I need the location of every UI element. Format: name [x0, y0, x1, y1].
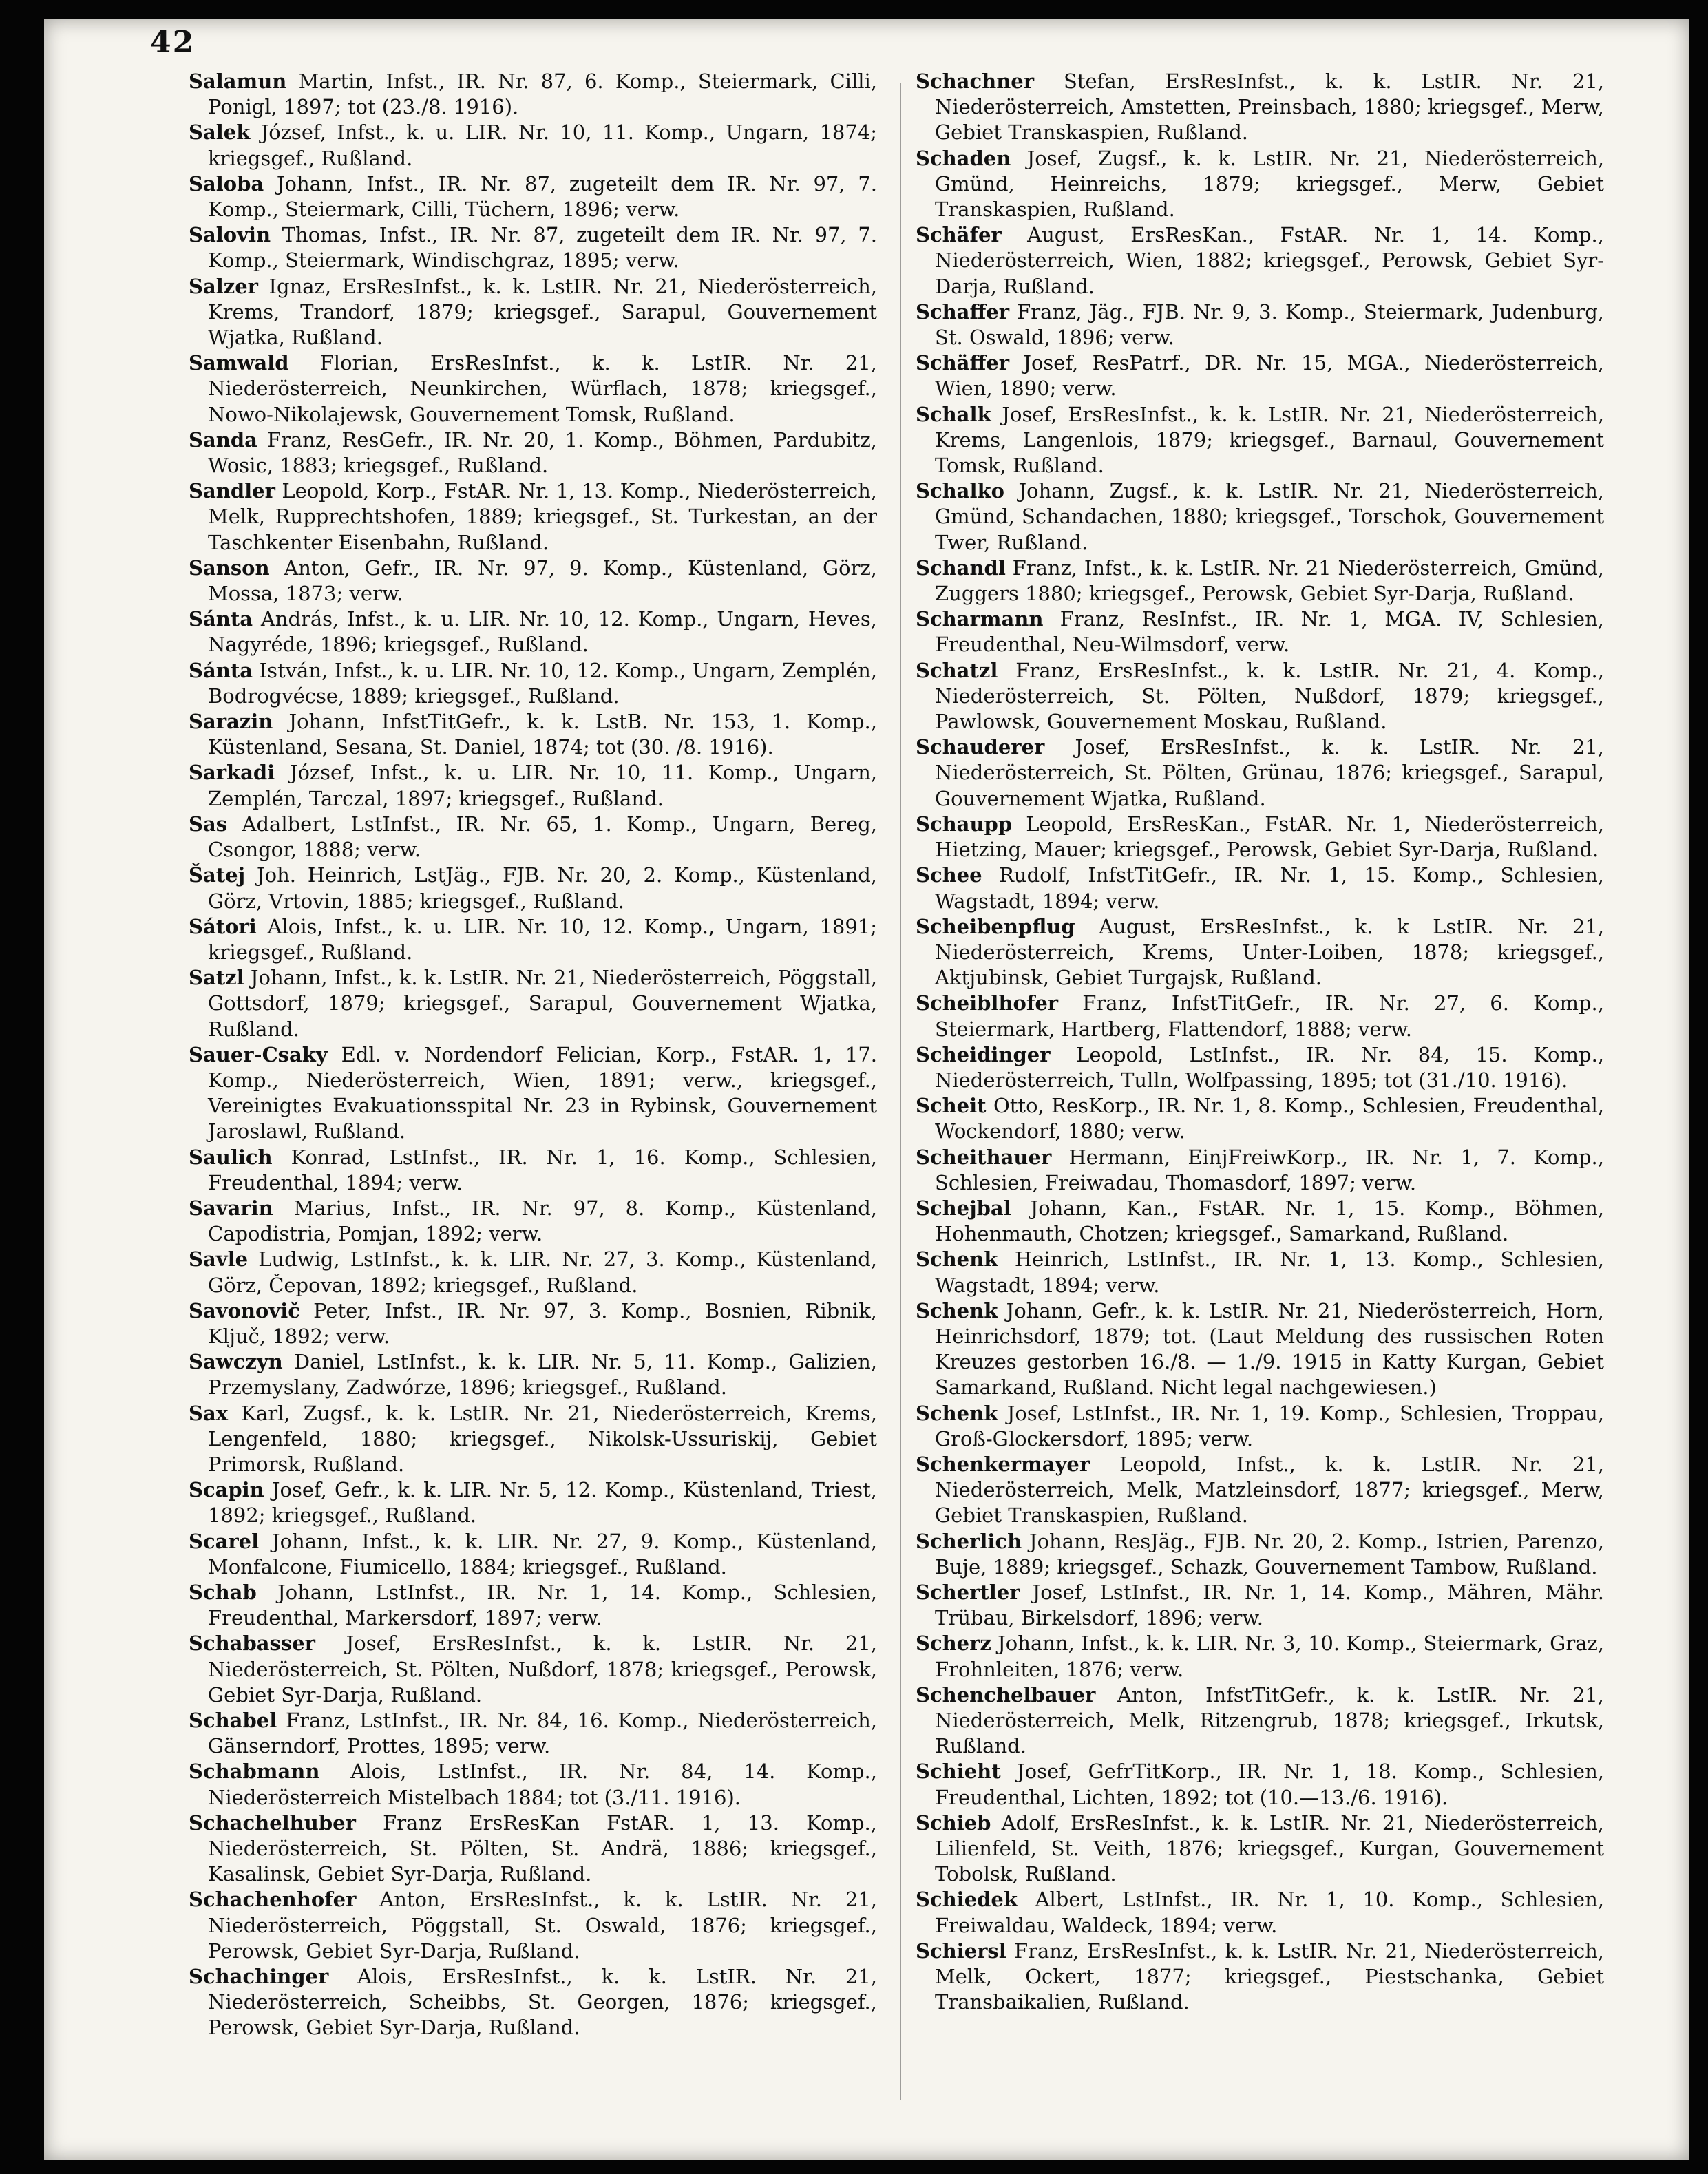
list-item: [916, 222, 1604, 299]
entry-details: Josef, ErsResInfst., k. k. LstIR. Nr. 21, Niederösterreich, St. Pölten, Grünau, 1876; kriegsgef., Sarapul, Gouvernement Wjatka, Rußland.: [935, 735, 1604, 810]
list-item: [916, 735, 1604, 812]
entry-details: Anton, Gefr., IR. Nr. 97, 9. Komp., Küstenland, Görz, Mossa, 1873; verw.: [208, 556, 877, 606]
list-item: [189, 1529, 877, 1580]
entry-surname: Schatzl: [916, 658, 998, 682]
list-item: [189, 171, 877, 222]
list-item: [189, 556, 877, 606]
entry-surname: Sauer-Csaky: [189, 1042, 328, 1066]
entry-surname: Schab: [189, 1580, 257, 1604]
entry-surname: Schejbal: [916, 1196, 1011, 1220]
entry-surname: Sandler: [189, 479, 275, 503]
list-item: [189, 1349, 877, 1400]
list-item: [189, 965, 877, 1042]
list-item: [189, 69, 877, 120]
list-item: [189, 274, 877, 351]
entry-details: Franz, ResGefr., IR. Nr. 20, 1. Komp., Böhmen, Pardubitz, Wosic, 1883; kriegsgef., Rußland.: [208, 428, 877, 478]
list-item: [189, 658, 877, 709]
entry-surname: Sanda: [189, 428, 257, 452]
entry-surname: Schenk: [916, 1247, 998, 1271]
entry-surname: Sátori: [189, 914, 257, 938]
list-item: [916, 1631, 1604, 1682]
list-item: [916, 1247, 1604, 1298]
entry-details: Franz, ErsResInfst., k. k. LstIR. Nr. 21, Niederösterreich, Melk, Ockert, 1877; kriegsgef., Piestschanka, Gebiet Transbaikalien, Rußland.: [935, 1939, 1604, 2014]
entry-surname: Schenk: [916, 1298, 998, 1322]
entry-surname: Satzl: [189, 966, 244, 990]
entry-surname: Scapin: [189, 1478, 264, 1502]
list-item: [189, 428, 877, 478]
entry-surname: Schenk: [916, 1401, 998, 1425]
list-item: [189, 1401, 877, 1478]
entry-surname: Schenchelbauer: [916, 1682, 1096, 1707]
entry-details: Johann, Infst., k. k. LIR. Nr. 3, 10. Komp., Steiermark, Graz, Frohnleiten, 1876; verw.: [935, 1632, 1604, 1681]
entry-details: Johann, LstInfst., IR. Nr. 1, 14. Komp., Schlesien, Freudenthal, Markersdorf, 1897; verw.: [208, 1580, 877, 1630]
entry-details: József, Infst., k. u. LIR. Nr. 10, 11. Komp., Ungarn, Zemplén, Tarczal, 1897; kriegsgef., Rußland.: [208, 761, 877, 810]
list-item: [916, 1939, 1604, 2016]
entry-surname: Sawczyn: [189, 1350, 283, 1374]
list-item: [916, 914, 1604, 991]
entry-surname: Salamun: [189, 70, 287, 93]
entry-surname: Scharmann: [916, 607, 1044, 631]
entry-details: Josef, LstInfst., IR. Nr. 1, 14. Komp., Mähren, Mähr. Trübau, Birkelsdorf, 1896; verw.: [935, 1580, 1604, 1630]
entry-details: Leopold, ErsResKan., FstAR. Nr. 1, Niederösterreich, Hietzing, Mauer; kriegsgef., Perowsk, Gebiet Syr-Darja, Rußland.: [935, 812, 1604, 862]
entry-surname: Schachenhofer: [189, 1888, 357, 1912]
entry-surname: Scherlich: [916, 1529, 1022, 1553]
entry-surname: Scherz: [916, 1632, 991, 1656]
entry-surname: Schaffer: [916, 299, 1010, 324]
entry-details: Ludwig, LstInfst., k. k. LIR. Nr. 27, 3. Komp., Küstenland, Görz, Čepovan, 1892; kriegsgef., Rußland.: [208, 1247, 877, 1297]
entry-surname: Saulich: [189, 1145, 273, 1169]
entry-details: Johann, ResJäg., FJB. Nr. 20, 2. Komp., Istrien, Parenzo, Buje, 1889; kriegsgef., Schazk, Gouvernement Tambow, Rußland.: [935, 1529, 1604, 1579]
entry-surname: Schandl: [916, 556, 1006, 580]
entry-details: István, Infst., k. u. LIR. Nr. 10, 12. Komp., Ungarn, Zemplén, Bodrogvécse, 1889; kriegsgef., Rußland.: [208, 658, 877, 708]
list-item: [916, 1401, 1604, 1452]
entry-details: Leopold, Infst., k. k. LstIR. Nr. 21, Niederösterreich, Melk, Matzleinsdorf, 1877; kriegsgef., Merw, Gebiet Transkaspien, Rußland.: [935, 1452, 1604, 1528]
entry-details: Johann, Infst., k. k. LIR. Nr. 27, 9. Komp., Küstenland, Monfalcone, Fiumicello, 1884; kriegsgef., Rußland.: [208, 1529, 877, 1579]
list-item: [189, 1708, 877, 1759]
list-item: [916, 812, 1604, 863]
list-item: [916, 69, 1604, 146]
entry-details: Marius, Infst., IR. Nr. 97, 8. Komp., Küstenland, Capodistria, Pomjan, 1892; verw.: [208, 1196, 877, 1246]
entry-surname: Sanson: [189, 556, 270, 580]
list-item: [916, 991, 1604, 1042]
entry-details: Johann, Infst., k. k. LstIR. Nr. 21, Niederösterreich, Pöggstall, Gottsdorf, 1879; kriegsgef., Sarapul, Gouvernement Wjatka, Rußland.: [208, 966, 877, 1041]
entry-details: August, ErsResKan., FstAR. Nr. 1, 14. Komp., Niederösterreich, Wien, 1882; kriegsgef., Perowsk, Gebiet Syr-Darja, Rußland.: [935, 223, 1604, 298]
entry-details: Albert, LstInfst., IR. Nr. 1, 10. Komp., Schlesien, Freiwaldau, Waldeck, 1894; verw.: [935, 1888, 1604, 1937]
list-item: [189, 222, 877, 273]
entry-details: Daniel, LstInfst., k. k. LIR. Nr. 5, 11. Komp., Galizien, Przemyslany, Zadwórze, 1896; kriegsgef., Rußland.: [208, 1350, 877, 1400]
entry-details: Josef, GefrTitKorp., IR. Nr. 1, 18. Komp., Schlesien, Freudenthal, Lichten, 1892; tot (10.—13./6. 1916).: [935, 1760, 1604, 1809]
entry-surname: Sánta: [189, 607, 253, 631]
entry-details: Leopold, Korp., FstAR. Nr. 1, 13. Komp., Niederösterreich, Melk, Rupprechtshofen, 1889; kriegsgef., St. Turkestan, an der Taschkenter Eisenbahn, Rußland.: [208, 479, 877, 554]
entry-details: Johann, InfstTitGefr., k. k. LstB. Nr. 153, 1. Komp., Küstenland, Sesana, St. Daniel, 1874; tot (30. /8. 1916).: [208, 710, 877, 759]
entry-surname: Sax: [189, 1401, 229, 1425]
list-item: [916, 1452, 1604, 1529]
entry-surname: Schalk: [916, 402, 991, 426]
entry-surname: Schalko: [916, 479, 1004, 503]
list-item: [189, 120, 877, 171]
list-item: [189, 478, 877, 556]
entry-details: Franz ErsResKan FstAR. 1, 13. Komp., Niederösterreich, St. Pölten, St. Andrä, 1886; kriegsgef., Kasalinsk, Gebiet Syr-Darja, Rußland.: [208, 1811, 877, 1886]
entry-details: Heinrich, LstInfst., IR. Nr. 1, 13. Komp., Schlesien, Wagstadt, 1894; verw.: [935, 1247, 1604, 1297]
entry-surname: Schenkermayer: [916, 1452, 1090, 1476]
list-item: [916, 1682, 1604, 1760]
entry-details: Hermann, EinjFreiwKorp., IR. Nr. 1, 7. Komp., Schlesien, Freiwadau, Thomasdorf, 1897; verw.: [935, 1145, 1604, 1194]
entry-details: Franz, Infst., k. k. LstIR. Nr. 21 Niederösterreich, Gmünd, Zuggers 1880; kriegsgef., Perowsk, Gebiet Syr-Darja, Rußland.: [935, 556, 1604, 606]
entry-details: Franz, ErsResInfst., k. k. LstIR. Nr. 21, 4. Komp., Niederösterreich, St. Pölten, Nußdorf, 1879; kriegsgef., Pawlowsk, Gouvernement Moskau, Rußland.: [935, 658, 1604, 734]
list-item: [189, 914, 877, 965]
entry-details: Josef, Zugsf., k. k. LstIR. Nr. 21, Niederösterreich, Gmünd, Heinreichs, 1879; kriegsgef., Merw, Gebiet Transkaspien, Rußland.: [935, 146, 1604, 222]
list-item: [916, 1759, 1604, 1810]
list-item: [189, 1580, 877, 1631]
entry-surname: Schachelhuber: [189, 1811, 356, 1835]
entry-surname: Sarazin: [189, 710, 273, 734]
entry-details: Otto, ResKorp., IR. Nr. 1, 8. Komp., Schlesien, Freudenthal, Wockendorf, 1880; verw.: [935, 1094, 1604, 1143]
entry-surname: Schäffer: [916, 351, 1010, 375]
list-item: [916, 863, 1604, 914]
entry-details: Adolf, ErsResInfst., k. k. LstIR. Nr. 21, Niederösterreich, Lilienfeld, St. Veith, 1876; kriegsgef., Kurgan, Gouvernement Tobolsk, Rußland.: [935, 1811, 1604, 1886]
entry-details: Florian, ErsResInfst., k. k. LstIR. Nr. 21, Niederösterreich, Neunkirchen, Würflach, 1878; kriegsgef., Nowo-Nikolajewsk, Gouvernement Tomsk, Rußland.: [208, 351, 877, 426]
entry-surname: Schachner: [916, 70, 1035, 93]
entry-surname: Scheiblhofer: [916, 991, 1059, 1015]
entry-details: József, Infst., k. u. LIR. Nr. 10, 11. Komp., Ungarn, 1874; kriegsgef., Rußland.: [208, 120, 877, 170]
entry-details: Ignaz, ErsResInfst., k. k. LstIR. Nr. 21, Niederösterreich, Krems, Trandorf, 1879; kriegsgef., Sarapul, Gouvernement Wjatka, Rußland.: [208, 274, 877, 350]
entry-details: Josef, ErsResInfst., k. k. LstIR. Nr. 21, Niederösterreich, St. Pölten, Nußdorf, 1878; kriegsgef., Perowsk, Gebiet Syr-Darja, Rußland.: [208, 1632, 877, 1707]
entry-details: Edl. v. Nordendorf Felician, Korp., FstAR. 1, 17. Komp., Niederösterreich, Wien, 1891; verw., kriegsgef., Vereinigtes Evakuationsspital Nr. 23 in Rybinsk, Gouvernement Jaroslawl, Rußland.: [208, 1042, 877, 1143]
entry-details: Johann, Infst., IR. Nr. 87, zugeteilt dem IR. Nr. 97, 7. Komp., Steiermark, Cilli, Tüchern, 1896; verw.: [208, 171, 877, 222]
entry-surname: Schiedek: [916, 1888, 1018, 1912]
entry-surname: Scarel: [189, 1529, 260, 1553]
list-item: [916, 1093, 1604, 1144]
list-item: [189, 1964, 877, 2041]
entry-details: Stefan, ErsResInfst., k. k. LstIR. Nr. 21, Niederösterreich, Amstetten, Preinsbach, 1880; kriegsgef., Merw, Gebiet Transkaspien, Rußland.: [935, 70, 1604, 145]
entry-details: Karl, Zugsf., k. k. LstIR. Nr. 21, Niederösterreich, Krems, Lengenfeld, 1880; kriegsgef., Nikolsk-Ussuriskij, Gebiet Primorsk, Rußland.: [208, 1401, 877, 1476]
entry-surname: Savarin: [189, 1196, 273, 1220]
list-item: [189, 350, 877, 428]
list-item: [189, 1759, 877, 1810]
entry-surname: Schertler: [916, 1580, 1020, 1604]
entry-details: Rudolf, InfstTitGefr., IR. Nr. 1, 15. Komp., Schlesien, Wagstadt, 1894; verw.: [935, 863, 1604, 913]
entry-details: Leopold, LstInfst., IR. Nr. 84, 15. Komp., Niederösterreich, Tulln, Wolfpassing, 1895; tot (31./10. 1916).: [935, 1042, 1604, 1092]
entry-surname: Savonovič: [189, 1298, 300, 1322]
entry-details: Franz, Jäg., FJB. Nr. 9, 3. Komp., Steiermark, Judenburg, St. Oswald, 1896; verw.: [935, 299, 1604, 350]
entry-details: Josef, LstInfst., IR. Nr. 1, 19. Komp., Schlesien, Troppau, Groß-Glockersdorf, 1895; verw.: [935, 1401, 1604, 1450]
entry-surname: Schaupp: [916, 812, 1013, 836]
entry-surname: Schachinger: [189, 1965, 329, 1989]
entry-surname: Samwald: [189, 351, 289, 375]
list-item: [916, 556, 1604, 606]
right-column: [916, 69, 1604, 2100]
list-item: [916, 1042, 1604, 1093]
entry-details: Peter, Infst., IR. Nr. 97, 3. Komp., Bosnien, Ribnik, Ključ, 1892; verw.: [208, 1298, 877, 1348]
list-item: [916, 299, 1604, 350]
entry-surname: Scheit: [916, 1094, 987, 1118]
list-item: [189, 1887, 877, 1964]
list-item: [189, 606, 877, 657]
entry-surname: Schabasser: [189, 1632, 315, 1656]
entry-details: Konrad, LstInfst., IR. Nr. 1, 16. Komp., Schlesien, Freudenthal, 1894; verw.: [208, 1145, 877, 1194]
entry-surname: Salek: [189, 120, 251, 145]
entry-surname: Schieb: [916, 1811, 991, 1835]
entry-details: Josef, ResPatrf., DR. Nr. 15, MGA., Niederösterreich, Wien, 1890; verw.: [935, 351, 1604, 401]
list-item: [189, 1631, 877, 1708]
entry-details: Adalbert, LstInfst., IR. Nr. 65, 1. Komp., Ungarn, Bereg, Csongor, 1888; verw.: [208, 812, 877, 862]
list-item: [189, 1811, 877, 1888]
entry-details: Franz, LstInfst., IR. Nr. 84, 16. Komp., Niederösterreich, Gänserndorf, Prottes, 1895; verw.: [208, 1709, 877, 1758]
entry-details: Anton, InfstTitGefr., k. k. LstIR. Nr. 21, Niederösterreich, Melk, Ritzengrub, 1878; kriegsgef., Irkutsk, Rußland.: [935, 1682, 1604, 1758]
entry-surname: Schee: [916, 863, 982, 887]
entry-surname: Schabmann: [189, 1760, 320, 1784]
entry-surname: Schieht: [916, 1760, 1001, 1784]
entry-details: Franz, InfstTitGefr., IR. Nr. 27, 6. Komp., Steiermark, Hartberg, Flattendorf, 1888; verw.: [935, 991, 1604, 1041]
entry-details: Alois, LstInfst., IR. Nr. 84, 14. Komp., Niederösterreich Mistelbach 1884; tot (3./11. 1916).: [208, 1760, 877, 1809]
entry-surname: Scheibenpflug: [916, 914, 1075, 938]
entry-details: Johann, Kan., FstAR. Nr. 1, 15. Komp., Böhmen, Hohenmauth, Chotzen; kriegsgef., Samarkand, Rußland.: [935, 1196, 1604, 1246]
entry-details: Joh. Heinrich, LstJäg., FJB. Nr. 20, 2. Komp., Küstenland, Görz, Vrtovin, 1885; kriegsgef., Rußland.: [208, 863, 877, 913]
entry-surname: Scheidinger: [916, 1042, 1051, 1066]
list-item: [189, 1298, 877, 1349]
entry-details: Josef, ErsResInfst., k. k. LstIR. Nr. 21, Niederösterreich, Krems, Langenlois, 1879; kriegsgef., Barnaul, Gouvernement Tomsk, Rußland.: [935, 402, 1604, 478]
entry-details: András, Infst., k. u. LIR. Nr. 10, 12. Komp., Ungarn, Heves, Nagyréde, 1896; kriegsgef., Rußland.: [208, 607, 877, 657]
list-item: [916, 478, 1604, 556]
entry-surname: Schauderer: [916, 735, 1045, 759]
page-number: 42: [150, 25, 196, 60]
entry-surname: Sas: [189, 812, 228, 836]
list-item: [916, 1887, 1604, 1938]
entry-details: Josef, Gefr., k. k. LIR. Nr. 5, 12. Komp., Küstenland, Triest, 1892; kriegsgef., Rußland.: [208, 1478, 877, 1528]
entry-surname: Sánta: [189, 658, 253, 682]
entry-surname: Schäfer: [916, 223, 1002, 247]
entry-details: Johann, Zugsf., k. k. LstIR. Nr. 21, Niederösterreich, Gmünd, Schandachen, 1880; kriegsgef., Torschok, Gouvernement Twer, Rußland.: [935, 479, 1604, 554]
entry-surname: Sarkadi: [189, 761, 275, 785]
list-item: [189, 709, 877, 760]
left-column: [189, 69, 877, 2100]
list-item: [916, 1580, 1604, 1631]
entry-surname: Schiersl: [916, 1939, 1006, 1963]
entry-details: Anton, ErsResInfst., k. k. LstIR. Nr. 21, Niederösterreich, Pöggstall, St. Oswald, 1876; kriegsgef., Perowsk, Gebiet Syr-Darja, Rußland.: [208, 1888, 877, 1963]
entry-surname: Schaden: [916, 146, 1011, 170]
entry-details: Martin, Infst., IR. Nr. 87, 6. Komp., Steiermark, Cilli, Ponigl, 1897; tot (23./8. 1916).: [208, 70, 877, 119]
entry-details: Johann, Gefr., k. k. LstIR. Nr. 21, Niederösterreich, Horn, Heinrichsdorf, 1879; tot. (Laut Meldung des russischen Roten Kreuzes gestorben 16./8. — 1./9. 1915 in Katty Kurgan, Gebiet Samarkand, Rußland. Nicht legal nachgewiesen.): [935, 1298, 1604, 1400]
entry-details: Alois, ErsResInfst., k. k. LstIR. Nr. 21, Niederösterreich, Scheibbs, St. Georgen, 1876; kriegsgef., Perowsk, Gebiet Syr-Darja, Rußland.: [208, 1965, 877, 2040]
entry-surname: Scheithauer: [916, 1145, 1052, 1169]
list-item: [916, 350, 1604, 401]
entry-surname: Salzer: [189, 274, 258, 298]
list-item: [916, 1529, 1604, 1580]
list-item: [916, 1145, 1604, 1196]
list-item: [189, 1145, 877, 1196]
list-item: [916, 1298, 1604, 1401]
entry-details: August, ErsResInfst., k. k LstIR. Nr. 21, Niederösterreich, Krems, Unter-Loiben, 1878; kriegsgef., Aktjubinsk, Gebiet Turgajsk, Rußland.: [935, 914, 1604, 990]
list-item: [189, 1247, 877, 1298]
list-item: [916, 606, 1604, 657]
list-item: [189, 863, 877, 914]
list-item: [189, 760, 877, 811]
list-item: [916, 402, 1604, 479]
list-item: [916, 1196, 1604, 1247]
list-item: [916, 1811, 1604, 1888]
entry-surname: Savle: [189, 1247, 249, 1271]
list-item: [189, 1477, 877, 1528]
list-item: [189, 1042, 877, 1145]
list-item: [916, 146, 1604, 223]
list-item: [189, 812, 877, 863]
entry-details: Franz, ResInfst., IR. Nr. 1, MGA. IV, Schlesien, Freudenthal, Neu-Wilmsdorf, verw.: [935, 607, 1604, 657]
entry-details: Alois, Infst., k. u. LIR. Nr. 10, 12. Komp., Ungarn, 1891; kriegsgef., Rußland.: [208, 914, 877, 964]
entry-surname: Šatej: [189, 863, 246, 887]
list-item: [916, 658, 1604, 735]
entry-surname: Saloba: [189, 171, 264, 196]
entry-surname: Schabel: [189, 1709, 277, 1732]
entry-surname: Salovin: [189, 223, 271, 247]
list-item: [189, 1196, 877, 1247]
entry-details: Thomas, Infst., IR. Nr. 87, zugeteilt dem IR. Nr. 97, 7. Komp., Steiermark, Windischgraz, 1895; verw.: [208, 223, 877, 273]
column-divider: [900, 83, 901, 2100]
